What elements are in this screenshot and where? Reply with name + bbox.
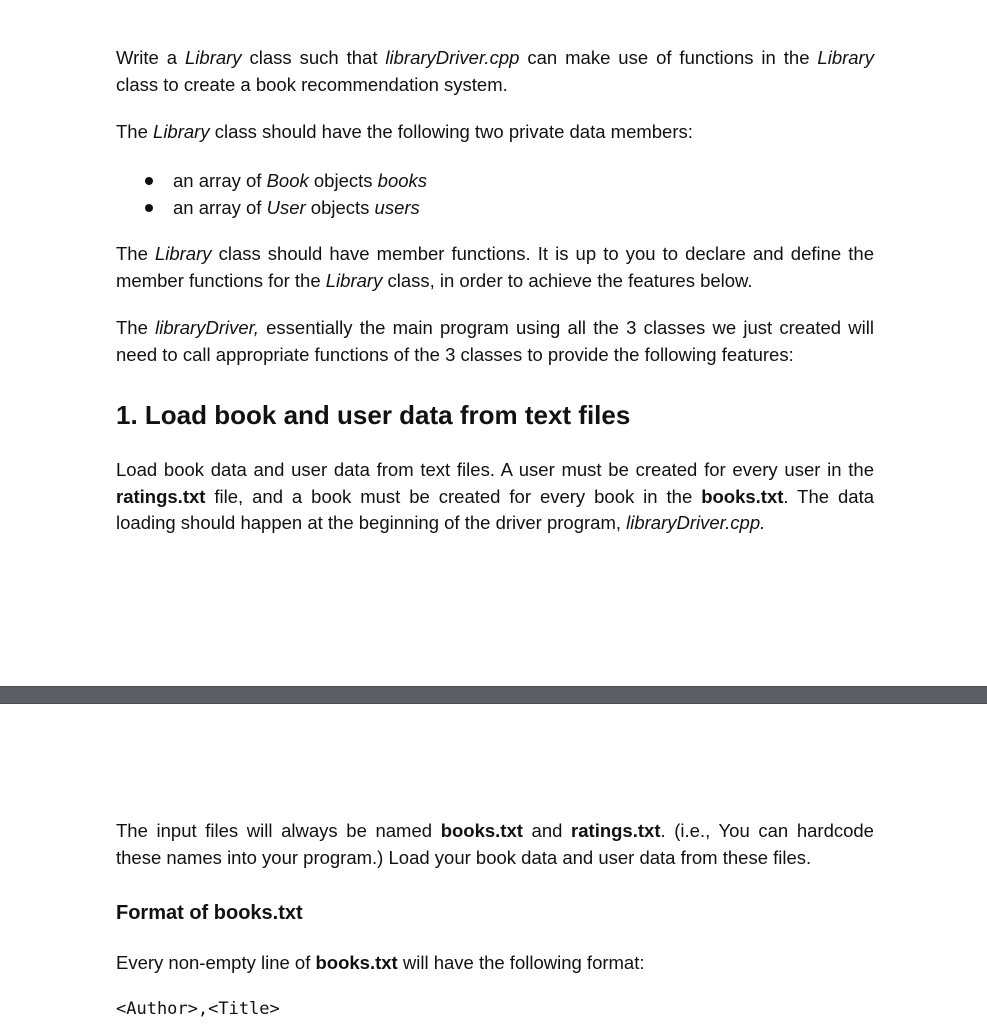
format-books-heading: Format of books.txt bbox=[116, 902, 303, 924]
text-run: . The data loading should happen at the beginning of the driver program, bbox=[116, 485, 874, 533]
section-heading-load-data: 1. Load book and user data from text files bbox=[116, 400, 631, 430]
file-name-books: books.txt bbox=[440, 820, 523, 841]
text-run: objects bbox=[308, 170, 378, 191]
list-item bbox=[116, 194, 427, 221]
intro-paragraph bbox=[116, 45, 874, 98]
text-run: The input files will always be named bbox=[116, 820, 441, 841]
file-name-books: books.txt bbox=[315, 952, 398, 973]
text-run: class, in order to achieve the features below. bbox=[382, 269, 753, 291]
class-name-library: Library bbox=[325, 269, 383, 291]
text-run: The bbox=[116, 243, 155, 264]
text-run: . (i.e., You can hardcode these names into your program.) Load your book data and user data from these files. bbox=[116, 820, 874, 868]
private-members-paragraph bbox=[116, 119, 874, 146]
file-name-driver: libraryDriver, bbox=[155, 317, 259, 338]
file-name-ratings: ratings.txt bbox=[116, 485, 206, 507]
format-description-paragraph bbox=[116, 950, 874, 977]
file-name-books: books.txt bbox=[701, 485, 784, 507]
text-run: class should have member functions. It is up to you to declare and define the member functions for the bbox=[116, 243, 874, 291]
text-run: file, and a book must be created for every book in the bbox=[205, 485, 702, 507]
text-run: will have the following format: bbox=[397, 952, 645, 973]
driver-paragraph bbox=[116, 315, 874, 368]
member-name: books bbox=[377, 170, 428, 191]
text-run: The bbox=[116, 121, 154, 142]
class-name-library: Library bbox=[154, 243, 212, 264]
input-files-paragraph bbox=[116, 818, 874, 871]
page-separator bbox=[0, 686, 987, 704]
type-name: Book bbox=[266, 170, 309, 191]
text-run: essentially the main program using all the 3 classes we just created will need to call appropriate functions of the 3 classes to provide the following features: bbox=[116, 317, 874, 365]
class-name-library: Library bbox=[153, 121, 210, 142]
text-run: an array of bbox=[173, 170, 267, 191]
file-name-driver: libraryDriver.cpp bbox=[385, 47, 520, 68]
bullet-icon bbox=[145, 177, 153, 185]
text-run: can make use of functions in the bbox=[519, 47, 818, 68]
text-run: Load book data and user data from text files. A user must be created for every user in the bbox=[116, 459, 874, 480]
member-name: users bbox=[374, 197, 420, 218]
type-name: User bbox=[266, 197, 306, 218]
list-item bbox=[116, 167, 427, 194]
text-run: class should have the following two private data members: bbox=[209, 121, 693, 142]
class-name-library: Library bbox=[817, 47, 874, 68]
text-run: objects bbox=[305, 197, 375, 218]
text-run: class such that bbox=[241, 47, 386, 68]
file-name-driver: libraryDriver.cpp. bbox=[626, 512, 766, 533]
class-name-library: Library bbox=[185, 47, 242, 68]
bullet-icon bbox=[145, 204, 153, 212]
member-functions-paragraph bbox=[116, 241, 874, 294]
file-name-ratings: ratings.txt bbox=[571, 820, 661, 841]
format-code-line: <Author>,<Title> bbox=[116, 999, 280, 1019]
text-run: Every non-empty line of bbox=[116, 952, 316, 973]
text-run: class to create a book recommendation system. bbox=[116, 73, 508, 95]
text-run: The bbox=[116, 317, 156, 338]
private-members-list bbox=[116, 167, 427, 221]
load-data-paragraph bbox=[116, 457, 874, 537]
text-run: an array of bbox=[173, 197, 267, 218]
text-run: Write a bbox=[116, 47, 185, 68]
text-run: and bbox=[522, 820, 572, 841]
